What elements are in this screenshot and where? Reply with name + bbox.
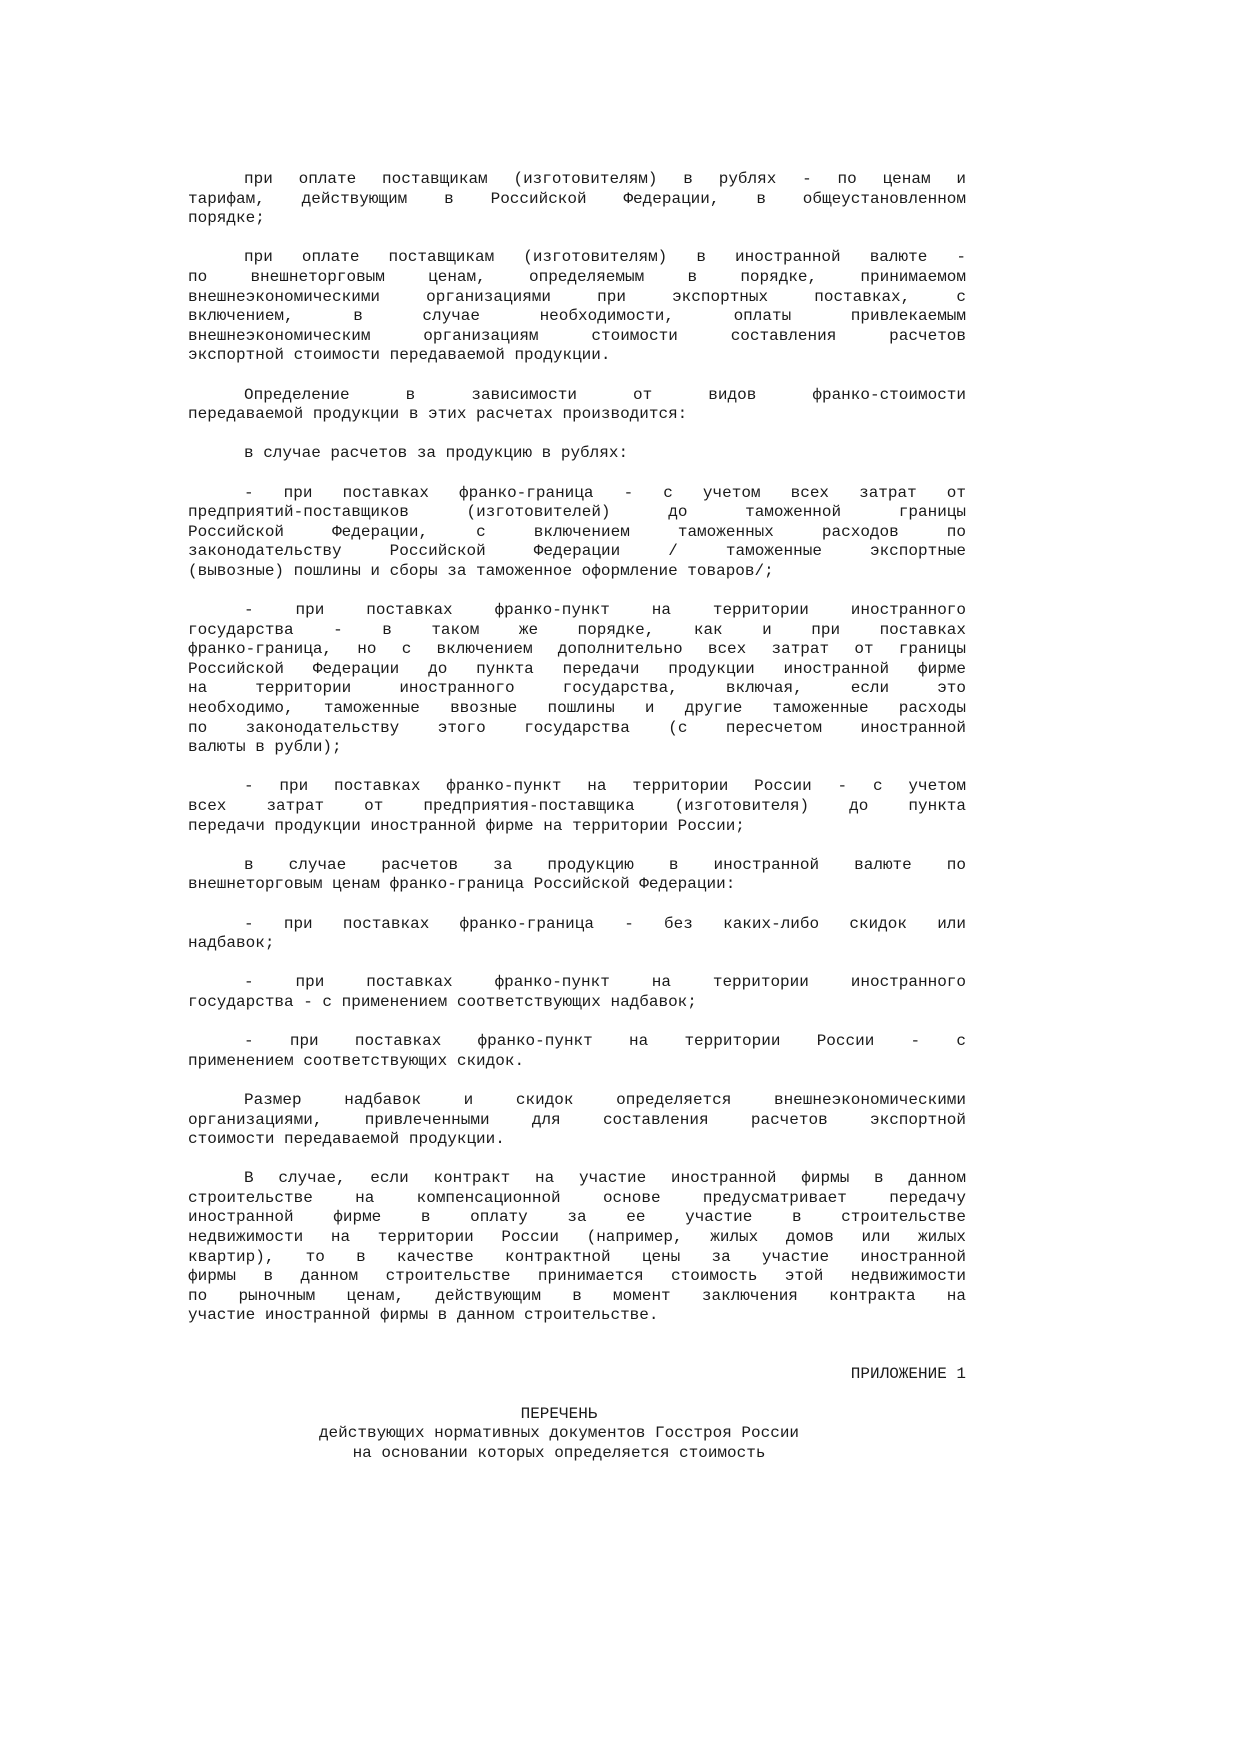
paragraph-line: валюты в рубли); <box>188 738 342 757</box>
paragraph-line: в случае расчетов за продукцию в иностранной валюте по <box>244 855 966 874</box>
paragraph <box>188 1032 966 1071</box>
paragraph-line: стоимости передаваемой продукции. <box>188 1130 505 1149</box>
paragraph-line: внешнеэкономическим организациям стоимости составления расчетов <box>188 326 966 345</box>
paragraph-line: Российской Федерации до пункта передачи продукции иностранной фирме <box>188 659 966 678</box>
paragraph-line: внешнеторговым ценам франко-граница Российской Федерации: <box>188 875 736 894</box>
paragraph-line: при оплате поставщикам (изготовителям) в иностранной валюте - <box>244 248 966 267</box>
paragraph-line: передачи продукции иностранной фирме на территории России; <box>188 816 745 835</box>
paragraph-line: Российской Федерации, с включением таможенных расходов по <box>188 522 966 541</box>
paragraph-line: государства - в таком же порядке, как и при поставках <box>188 620 966 639</box>
paragraph-line: всех затрат от предприятия-поставщика (изготовителя) до пункта <box>188 797 966 815</box>
paragraph-line: тарифам, действующим в Российской Федерации, в общеустановленном <box>188 189 966 208</box>
paragraph <box>188 248 966 366</box>
paragraph <box>188 777 966 836</box>
document-page <box>188 170 966 1463</box>
paragraph-line: необходимо, таможенные ввозные пошлины и другие таможенные расходы <box>188 699 966 718</box>
paragraph-line: государства - с применением соответствующих надбавок; <box>188 992 697 1011</box>
paragraph <box>188 973 966 1012</box>
paragraph-line: недвижимости на территории России (например, жилых домов или жилых <box>188 1228 966 1247</box>
paragraph-line: передаваемой продукции в этих расчетах производится: <box>188 405 688 424</box>
paragraph-line: на территории иностранного государства, включая, если это <box>188 679 966 698</box>
paragraph <box>188 915 966 954</box>
paragraph-line: участие иностранной фирмы в данном строительстве. <box>188 1306 659 1325</box>
paragraph-line: - при поставках франко-граница - без каких-либо скидок или <box>244 914 966 933</box>
appendix-subtitle-line-1: действующих нормативных документов Госстроя России <box>318 1424 800 1443</box>
paragraph-line: по рыночным ценам, действующим в момент заключения контракта на <box>188 1286 966 1305</box>
paragraph-line: законодательству Российской Федерации / таможенные экспортные <box>188 542 966 561</box>
paragraph-line: при оплате поставщикам (изготовителям) в рублях - по ценам и <box>244 170 966 188</box>
paragraph-line: - при поставках франко-пункт на территории иностранного <box>244 973 966 992</box>
paragraph-line: - при поставках франко-пункт на территории иностранного <box>244 601 966 620</box>
appendix-heading <box>170 1405 948 1464</box>
paragraph <box>188 386 966 425</box>
paragraph <box>188 170 966 229</box>
paragraph <box>188 444 966 464</box>
paragraph-line: фирмы в данном строительстве принимается стоимость этой недвижимости <box>188 1267 966 1286</box>
paragraph <box>188 856 966 895</box>
paragraph-line: - при поставках франко-пункт на территории России - с учетом <box>244 777 966 796</box>
paragraph-line: - при поставках франко-пункт на территории России - с <box>244 1032 966 1051</box>
paragraph-line: квартир), то в качестве контрактной цены за участие иностранной <box>188 1247 966 1266</box>
paragraph-line: применением соответствующих скидок. <box>188 1051 525 1070</box>
paragraph-line: надбавок; <box>188 934 275 953</box>
paragraph-line: Определение в зависимости от видов франко-стоимости <box>244 385 966 404</box>
paragraph-line: - при поставках франко-граница - с учетом всех затрат от <box>244 483 966 502</box>
paragraph-line: организациями, привлеченными для составления расчетов экспортной <box>188 1110 966 1129</box>
paragraph <box>188 1169 966 1326</box>
paragraph-line: по внешнеторговым ценам, определяемым в порядке, принимаемом <box>188 267 966 286</box>
paragraph-line: порядке; <box>188 209 265 228</box>
appendix-subtitle-line-2: на основании которых определяется стоимость <box>352 1443 766 1462</box>
paragraph <box>188 1091 966 1150</box>
paragraph-line: экспортной стоимости передаваемой продукции. <box>188 346 611 365</box>
paragraph-line: в случае расчетов за продукцию в рублях: <box>244 444 629 463</box>
paragraph-line: Размер надбавок и скидок определяется внешнеэкономическими <box>244 1090 966 1109</box>
paragraph-line: иностранной фирме в оплату за ее участие в строительстве <box>188 1208 966 1227</box>
paragraph-line: внешнеэкономическими организациями при экспортных поставках, с <box>188 287 966 306</box>
appendix-label: ПРИЛОЖЕНИЕ 1 <box>850 1365 966 1384</box>
paragraph <box>188 601 966 758</box>
paragraph-line: В случае, если контракт на участие иностранной фирмы в данном <box>244 1169 966 1188</box>
paragraph <box>188 484 966 582</box>
paragraph-line: включением, в случае необходимости, оплаты привлекаемым <box>188 307 966 326</box>
paragraph-line: по законодательству этого государства (с пересчетом иностранной <box>188 718 966 737</box>
paragraph-line: франко-граница, но с включением дополнительно всех затрат от границы <box>188 640 966 659</box>
document-body <box>188 170 966 1326</box>
paragraph-line: строительстве на компенсационной основе предусматривает передачу <box>188 1188 966 1207</box>
appendix-title: ПЕРЕЧЕНЬ <box>520 1404 598 1423</box>
paragraph-line: предприятий-поставщиков (изготовителей) до таможенной границы <box>188 503 966 522</box>
paragraph-line: (вывозные) пошлины и сборы за таможенное оформление товаров/; <box>188 561 774 580</box>
